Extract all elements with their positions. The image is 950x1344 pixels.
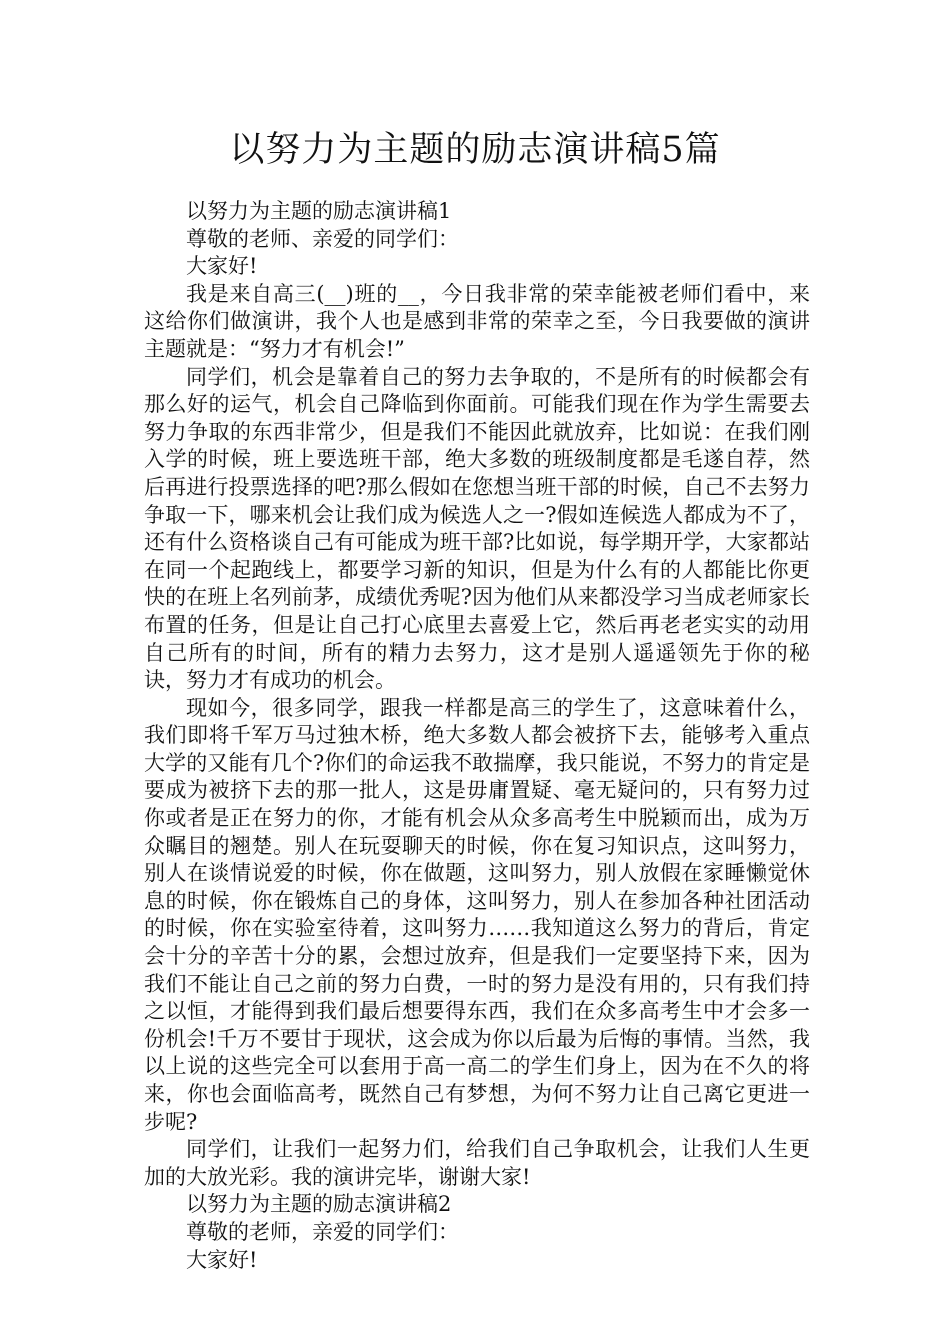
document-title: 以努力为主题的励志演讲稿5篇 xyxy=(229,130,721,170)
speech-1-heading: 以努力为主题的励志演讲稿1 xyxy=(186,199,452,223)
body-paragraph: 我是来自高三(__)班的__，今日我非常的荣幸能被老师们看中，来这给你们做演讲，我个人也是感到非常的荣幸之至，今日我要做的演讲主题就是：“努力才有机会!” xyxy=(144,281,810,361)
speech-2-heading: 以努力为主题的励志演讲稿2 xyxy=(186,1192,452,1217)
document-body xyxy=(144,198,810,1274)
speech-1-greeting: 大家好! xyxy=(186,254,258,279)
speech-2-salutation: 尊敬的老师，亲爱的同学们： xyxy=(186,1219,459,1244)
body-paragraph: 同学们，让我们一起努力们，给我们自己争取机会，让我们人生更加的大放光彩。我的演讲完毕，谢谢大家! xyxy=(144,1137,810,1189)
speech-2-greeting: 大家好! xyxy=(186,1247,258,1272)
body-paragraph: 现如今，很多同学，跟我一样都是高三的学生了，这意味着什么，我们即将千军万马过独木桥，绝大多数人都会被挤下去，能够考入重点大学的又能有几个?你们的命运我不敢揣摩，我只能说，不努力的肯定是要成为被挤下去的那一批人，这是毋庸置疑、毫无疑问的，只有努力过你或者是正在努力的你，才能有机会从众多高考生中脱颖而出，成为万众瞩目的翘楚。别人在玩耍聊天的时候，你在复习知识点，这叫努力，别人在谈情说爱的时候，你在做题，这叫努力，别人放假在家睡懒觉休息的时候，你在锻炼自己的身体，这叫努力，别人在参加各种社团活动的时候，你在实验室待着，这叫努力……我知道这么努力的背后，肯定会十分的辛苦十分的累，会想过放弃，但是我们一定要坚持下来，因为我们不能让自己之前的努力白费，一时的努力是没有用的，只有我们持之以恒，才能得到我们最后想要得东西，我们在众多高考生中才会多一份机会!千万不要甘于现状，这会成为你以后最为后悔的事情。当然，我以上说的这些完全可以套用于高一高二的学生们身上，因为在不久的将来，你也会面临高考，既然自己有梦想，为何不努力让自己离它更进一步呢? xyxy=(144,695,810,1134)
speech-1-salutation: 尊敬的老师、亲爱的同学们： xyxy=(186,226,459,251)
body-paragraph: 同学们，机会是靠着自己的努力去争取的，不是所有的时候都会有那么好的运气，机会自己降临到你面前。可能我们现在作为学生需要去努力争取的东西非常少，但是我们不能因此就放弃，比如说：在我们刚入学的时候，班上要选班干部，绝大多数的班级制度都是毛遂自荐，然后再进行投票选择的吧?那么假如在您想当班干部的时候，自己不去努力争取一下，哪来机会让我们成为候选人之一?假如连候选人都成为不了，还有什么资格谈自己有可能成为班干部?比如说，每学期开学，大家都站在同一个起跑线上，都要学习新的知识，但是为什么有的人都能比你更快的在班上名列前茅，成绩优秀呢?因为他们从来都没学习当成老师家长布置的任务，但是让自己打心底里去喜爱上它，然后再老老实实的动用自己所有的时间，所有的精力去努力，这才是别人遥遥领先于你的秘诀，努力才有成功的机会。 xyxy=(144,364,810,693)
